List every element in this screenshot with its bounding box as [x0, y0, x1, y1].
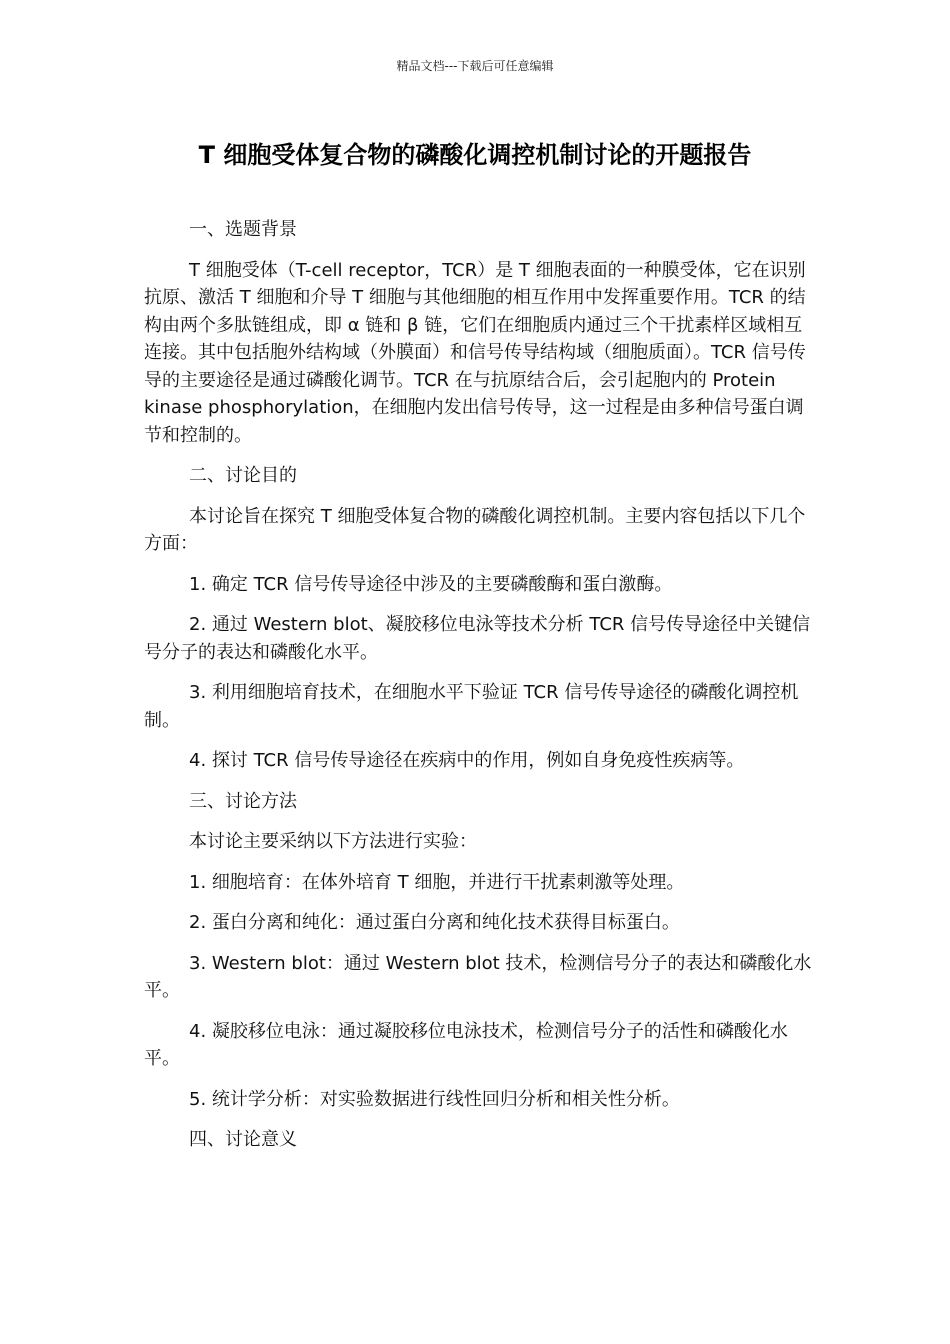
- section-heading-background: 一、选题背景: [189, 219, 297, 240]
- methods-item-5: 5. 统计学分析：对实验数据进行线性回归分析和相关性分析。: [189, 1088, 680, 1110]
- methods-item-4: 4. 凝胶移位电泳：通过凝胶移位电泳技术，检测信号分子的活性和磷酸化水平。: [144, 1020, 788, 1069]
- section-heading-purpose: 二、讨论目的: [189, 465, 297, 486]
- purpose-item-3: 3. 利用细胞培育技术，在细胞水平下验证 TCR 信号传导途径的磷酸化调控机制。: [144, 682, 799, 731]
- document-title: T 细胞受体复合物的磷酸化调控机制讨论的开题报告: [198, 141, 752, 169]
- purpose-item-1: 1. 确定 TCR 信号传导途径中涉及的主要磷酸酶和蛋白激酶。: [189, 573, 673, 595]
- section-heading-significance: 四、讨论意义: [189, 1129, 297, 1150]
- purpose-item-4: 4. 探讨 TCR 信号传导途径在疾病中的作用，例如自身免疫性疾病等。: [189, 750, 745, 771]
- background-paragraph: T 细胞受体（T-cell receptor，TCR）是 T 细胞表面的一种膜受体，它在识别抗原、激活 T 细胞和介导 T 细胞与其他细胞的相互作用中发挥重要作用。TCR 的结构由两个多肽链组成，即 α 链和 β 链，它们在细胞质内通过三个干扰素样区域相互连接。其中包括胞外结构域（外膜面）和信号传导结构域（细胞质面）。TCR 信号传导的主要途径是通过磷酸化调节。TCR 在与抗原结合后，会引起胞内的 Protein kinase phosphorylation，在细胞内发出信号传导，这一过程是由多种信号蛋白调节和控制的。: [144, 259, 806, 446]
- document-body: [144, 216, 814, 1167]
- purpose-item-2: 2. 通过 Western blot、凝胶移位电泳等技术分析 TCR 信号传导途径中关键信号分子的表达和磷酸化水平。: [144, 614, 811, 663]
- purpose-paragraph: 本讨论旨在探究 T 细胞受体复合物的磷酸化调控机制。主要内容包括以下几个方面：: [144, 505, 806, 554]
- methods-item-1: 1. 细胞培育：在体外培育 T 细胞，并进行干扰素刺激等处理。: [189, 871, 685, 893]
- methods-item-3: 3. Western blot：通过 Western blot 技术，检测信号分子的表达和磷酸化水平。: [144, 952, 812, 1001]
- methods-paragraph: 本讨论主要采纳以下方法进行实验：: [189, 831, 477, 852]
- methods-item-2: 2. 蛋白分离和纯化：通过蛋白分离和纯化技术获得目标蛋白。: [189, 912, 680, 933]
- page-header: 精品文档---下载后可任意编辑: [396, 59, 554, 73]
- section-heading-methods: 三、讨论方法: [189, 790, 297, 812]
